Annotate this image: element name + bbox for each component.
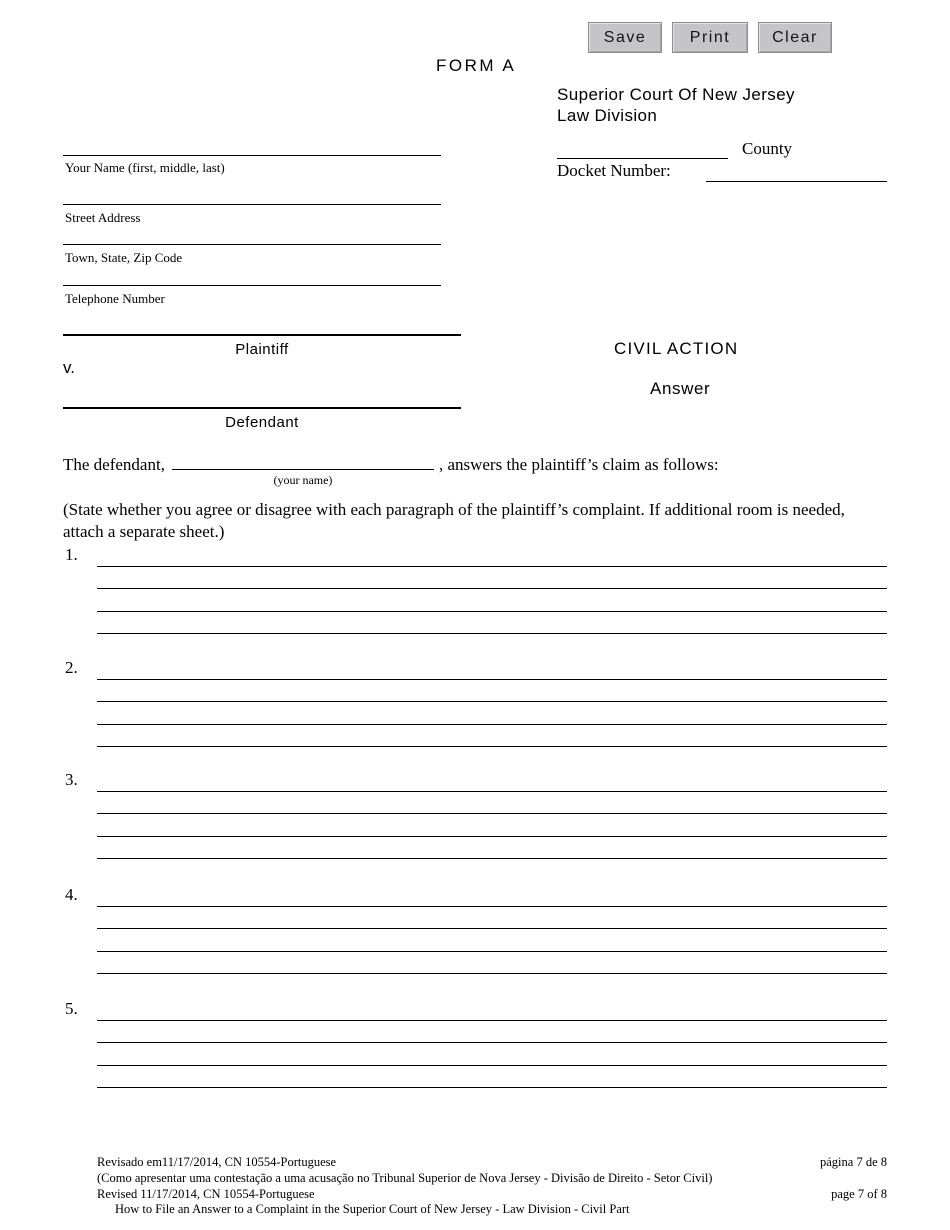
answer-line <box>97 657 887 680</box>
civil-action-heading: CIVIL ACTION <box>614 339 739 358</box>
answer-line <box>97 837 887 860</box>
item-number: 4. <box>65 885 78 904</box>
defendant-name-caption-field[interactable] <box>63 388 461 409</box>
save-button[interactable]: Save <box>588 22 662 53</box>
answer-field-2[interactable] <box>97 657 887 747</box>
docket-number-label: Docket Number: <box>557 161 671 180</box>
your-name-hint: (your name) <box>273 473 333 487</box>
page-footer <box>97 1155 887 1218</box>
answer-field-4[interactable] <box>97 884 887 974</box>
answer-item-3 <box>63 769 887 859</box>
answer-line <box>97 952 887 975</box>
court-line2: Law Division <box>557 106 658 125</box>
your-name-label: Your Name (first, middle, last) <box>65 160 225 175</box>
answer-line <box>97 769 887 792</box>
item-number: 2. <box>65 658 78 677</box>
footer-revised: Revised 11/17/2014, CN 10554-Portuguese <box>97 1186 315 1201</box>
item-number: 1. <box>65 545 78 564</box>
county-field[interactable] <box>557 141 728 159</box>
court-name-block <box>557 84 795 126</box>
versus-label: v. <box>63 358 75 377</box>
item-number: 3. <box>65 770 78 789</box>
answer-item-2 <box>63 657 887 747</box>
answer-line <box>97 702 887 725</box>
answer-line <box>97 567 887 590</box>
answer-field-3[interactable] <box>97 769 887 859</box>
answer-line <box>97 612 887 635</box>
street-address-field[interactable] <box>63 186 441 205</box>
answer-line <box>97 792 887 815</box>
court-line1: Superior Court Of New Jersey <box>557 85 795 104</box>
defendant-name-field[interactable] <box>172 452 434 487</box>
answer-line <box>97 680 887 703</box>
town-state-zip-label: Town, State, Zip Code <box>65 250 183 265</box>
instructions-text: (State whether you agree or disagree with each paragraph of the plaintiff’s complaint. If additional room is needed, attach a separate sheet.) <box>63 500 845 541</box>
sentence-end: , answers the plaintiff’s claim as follows: <box>438 454 719 474</box>
answer-line <box>97 1066 887 1089</box>
plaintiff-name-field[interactable] <box>63 315 461 336</box>
plaintiff-label: Plaintiff <box>235 341 289 358</box>
county-label: County <box>742 139 793 158</box>
answer-item-1 <box>63 544 887 634</box>
footer-page-en: page 7 of 8 <box>831 1186 887 1201</box>
town-state-zip-field[interactable] <box>63 226 441 245</box>
answer-line <box>97 1043 887 1066</box>
answer-line <box>97 998 887 1021</box>
answer-item-4 <box>63 884 887 974</box>
street-address-label: Street Address <box>65 210 141 225</box>
answer-item-5 <box>63 998 887 1088</box>
answer-line <box>97 814 887 837</box>
telephone-number-label: Telephone Number <box>65 291 165 306</box>
answer-field-1[interactable] <box>97 544 887 634</box>
sentence-start: The defendant, <box>63 454 165 474</box>
form-title: FORM A <box>436 56 517 75</box>
answer-line <box>97 884 887 907</box>
answer-line <box>97 1021 887 1044</box>
defendant-label: Defendant <box>225 414 299 431</box>
footer-title-pt: (Como apresentar uma contestação a uma acusação no Tribunal Superior de Nova Jersey - Divisão de Direito - Setor Civil) <box>97 1170 713 1185</box>
footer-title-en: How to File an Answer to a Complaint in the Superior Court of New Jersey - Law Division - Civil Part <box>115 1202 630 1217</box>
answer-line <box>97 725 887 748</box>
telephone-number-field[interactable] <box>63 267 441 286</box>
footer-revisado: Revisado em11/17/2014, CN 10554-Portuguese <box>97 1155 337 1169</box>
answer-heading: Answer <box>650 379 711 398</box>
answer-line <box>97 544 887 567</box>
footer-pagina-pt: página 7 de 8 <box>820 1155 887 1169</box>
docket-number-field[interactable] <box>706 164 887 182</box>
your-name-field[interactable] <box>63 136 441 156</box>
answer-field-5[interactable] <box>97 998 887 1088</box>
clear-button[interactable]: Clear <box>758 22 832 53</box>
print-button[interactable]: Print <box>672 22 748 53</box>
answer-line <box>97 907 887 930</box>
defendant-sentence <box>63 452 893 487</box>
item-number: 5. <box>65 999 78 1018</box>
answer-line <box>97 589 887 612</box>
answer-line <box>97 929 887 952</box>
